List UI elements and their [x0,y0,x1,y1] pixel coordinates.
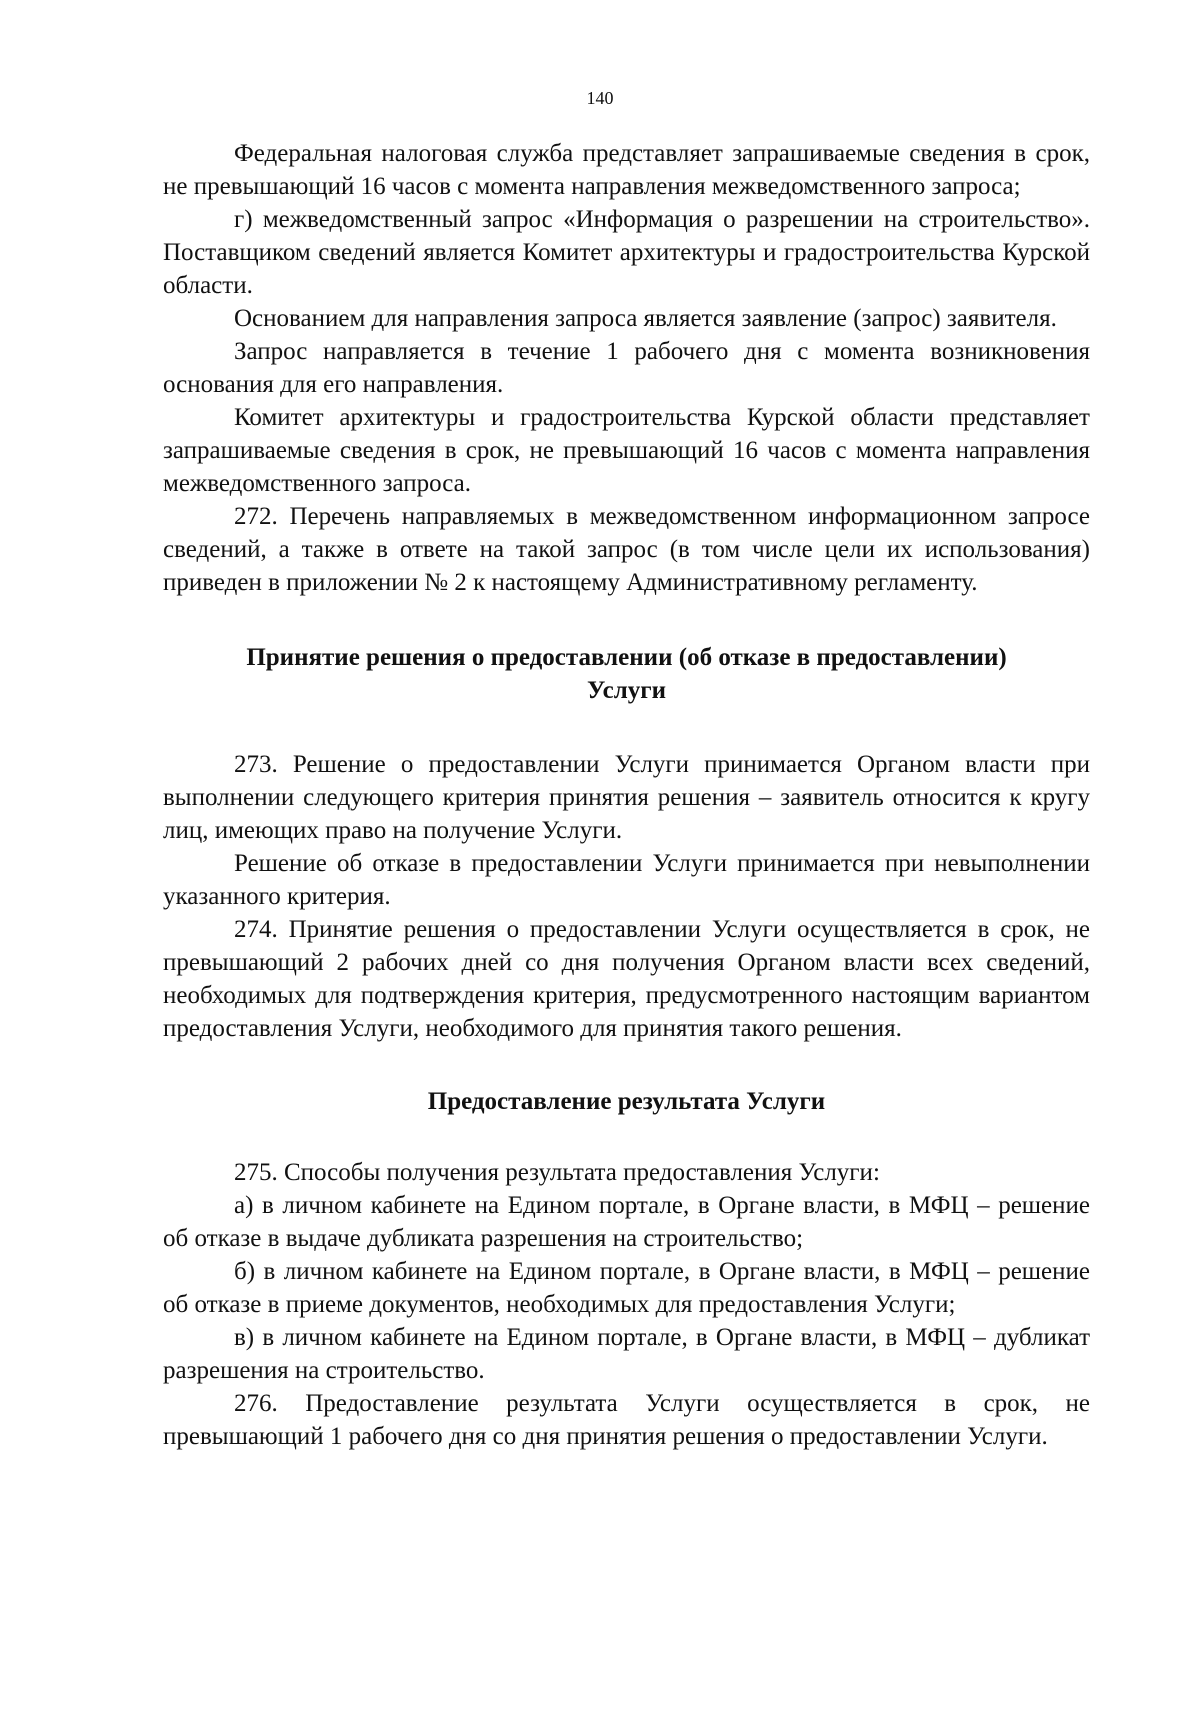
section-heading-result: Предоставление результата Услуги [427,1088,826,1115]
paragraph-request-basis: Основанием для направления запроса является заявление (запрос) заявителя. [234,305,1057,332]
paragraph-275: 275. Способы получения результата предоставления Услуги: [234,1159,880,1186]
paragraph-273: 273. Решение о предоставлении Услуги принимается Органом власти при выполнении следующего критерия принятия решения – заявитель относится к кругу лиц, имеющих право на получение Услуги. [163,751,1090,844]
paragraph-fns-response: Федеральная налоговая служба представляет запрашиваемые сведения в срок, не превышающий 16 часов с момента направления межведомственного запроса; [163,140,1090,200]
section-heading-decision-line-2: Услуги [586,677,667,704]
paragraph-refusal-decision: Решение об отказе в предоставлении Услуги принимается при невыполнении указанного критерия. [163,850,1090,910]
section-heading-decision-line-1: Принятие решения о предоставлении (об отказе в предоставлении) [246,644,1007,671]
paragraph-275-a: а) в личном кабинете на Едином портале, в Органе власти, в МФЦ – решение об отказе в выдаче дубликата разрешения на строительство; [163,1192,1090,1252]
paragraph-275-b: б) в личном кабинете на Едином портале, в Органе власти, в МФЦ – решение об отказе в приеме документов, необходимых для предоставления Услуги; [163,1258,1090,1318]
section-heading-decision [163,641,1090,707]
page-number: 140 [586,88,614,108]
paragraph-request-timing: Запрос направляется в течение 1 рабочего дня с момента возникновения основания для его направления. [163,338,1090,398]
paragraph-request-g: г) межведомственный запрос «Информация о разрешении на строительство». Поставщиком сведений является Комитет архитектуры и градостроительства Курской области. [163,206,1090,299]
paragraph-272: 272. Перечень направляемых в межведомственном информационном запросе сведений, а также в ответе на такой запрос (в том числе цели их использования) приведен в приложении № 2 к настоящему Административному регламенту. [163,503,1090,596]
paragraph-274: 274. Принятие решения о предоставлении Услуги осуществляется в срок, не превышающий 2 рабочих дней со дня получения Органом власти всех сведений, необходимых для подтверждения критерия, предусмотренного настоящим вариантом предоставления Услуги, необходимого для принятия такого решения. [163,916,1090,1042]
document-body [163,137,1090,1453]
paragraph-275-c: в) в личном кабинете на Едином портале, в Органе власти, в МФЦ – дубликат разрешения на строительство. [163,1324,1090,1384]
paragraph-276: 276. Предоставление результата Услуги осуществляется в срок, не превышающий 1 рабочего дня со дня принятия решения о предоставлении Услуги. [163,1390,1090,1450]
paragraph-committee-response: Комитет архитектуры и градостроительства Курской области представляет запрашиваемые сведения в срок, не превышающий 16 часов с момента направления межведомственного запроса. [163,404,1090,497]
